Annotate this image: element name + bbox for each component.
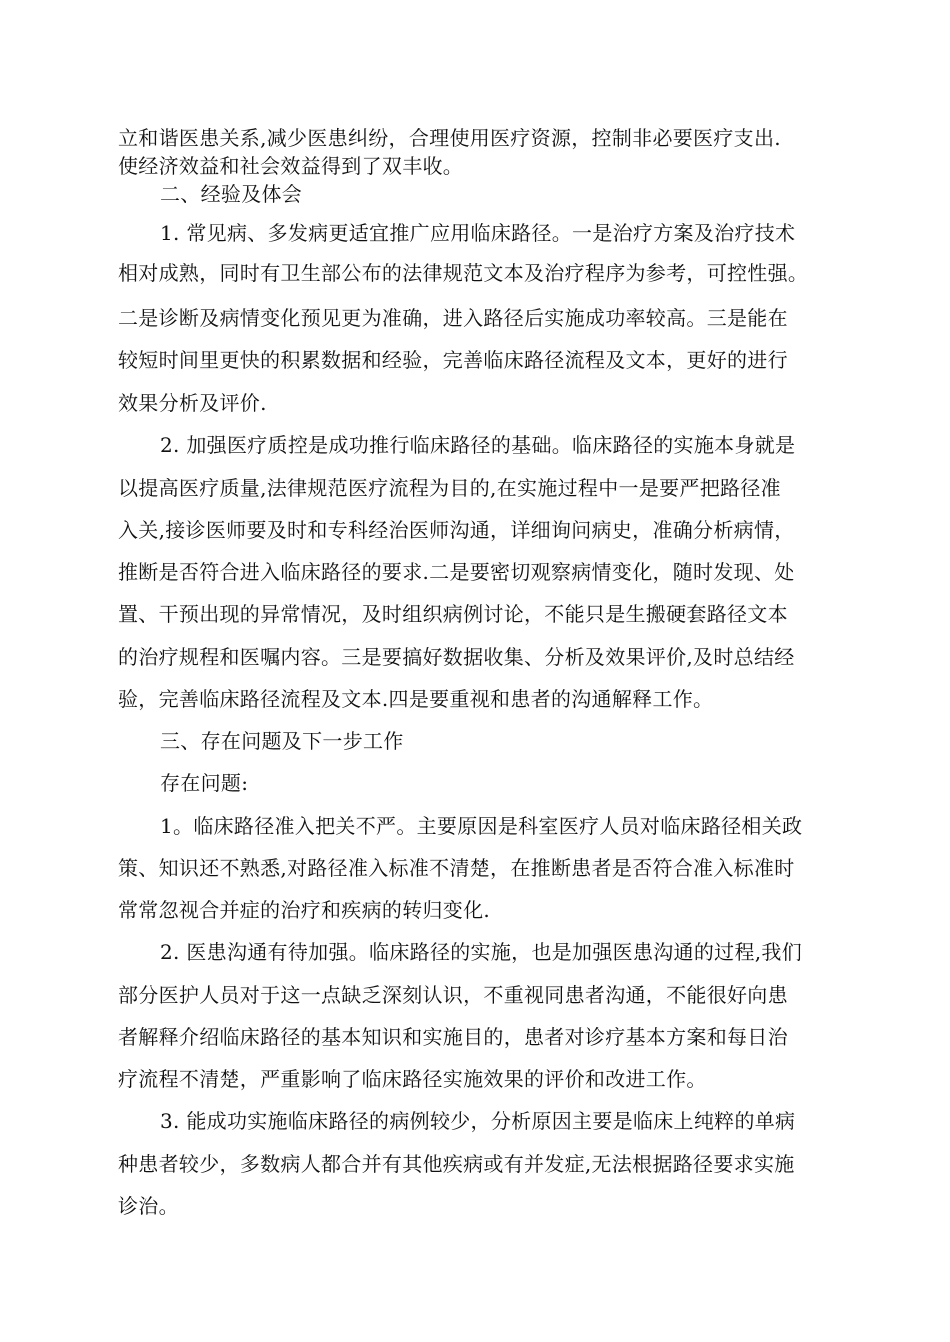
text-line: 诊治。 — [118, 1194, 179, 1218]
text-line: 常常忽视合并症的治疗和疾病的转归变化. — [118, 898, 491, 922]
text-line: 种患者较少，多数病人都合并有其他疾病或有并发症,无法根据路径要求实施 — [118, 1152, 795, 1176]
text-line: 使经济效益和社会效益得到了双丰收。 — [118, 154, 464, 178]
text-line: 2. 加强医疗质控是成功推行临床路径的基础。临床路径的实施本身就是 — [160, 433, 796, 457]
text-line: 较短时间里更快的积累数据和经验，完善临床路径流程及文本，更好的进行 — [118, 348, 788, 372]
text-line: 策、知识还不熟悉,对路径准入标准不清楚，在推断患者是否符合准入标准时 — [118, 856, 795, 880]
text-line: 部分医护人员对于这一点缺乏深刻认识，不重视同患者沟通，不能很好向患 — [118, 983, 788, 1007]
section-heading: 二、经验及体会 — [160, 182, 303, 206]
text-line: 2. 医患沟通有待加强。临床路径的实施，也是加强医患沟通的过程,我们 — [160, 940, 802, 964]
text-line: 二是诊断及病情变化预见更为准确，进入路径后实施成功率较高。三是能在 — [118, 306, 788, 330]
text-line: 1。临床路径准入把关不严。主要原因是科室医疗人员对临床路径相关政 — [160, 814, 803, 838]
section-heading: 三、存在问题及下一步工作 — [160, 729, 404, 753]
text-line: 3. 能成功实施临床路径的病例较少，分析原因主要是临床上纯粹的单病 — [160, 1109, 796, 1133]
text-line: 相对成熟，同时有卫生部公布的法律规范文本及治疗程序为参考，可控性强。 — [118, 261, 809, 285]
text-line: 效果分析及评价. — [118, 391, 267, 415]
text-line: 疗流程不清楚，严重影响了临床路径实施效果的评价和改进工作。 — [118, 1067, 707, 1091]
text-line: 1. 常见病、多发病更适宜推广应用临床路径。一是治疗方案及治疗技术 — [160, 221, 796, 245]
text-line: 置、干预出现的异常情况，及时组织病例讨论，不能只是生搬硬套路径文本 — [118, 602, 788, 626]
text-line: 立和谐医患关系,减少医患纠纷，合理使用医疗资源，控制非必要医疗支出. — [118, 126, 781, 150]
subheading: 存在问题: — [160, 771, 249, 795]
text-line: 以提高医疗质量,法律规范医疗流程为目的,在实施过程中一是要严把路径准 — [118, 476, 781, 500]
text-line: 推断是否符合进入临床路径的要求.二是要密切观察病情变化，随时发现、处 — [118, 560, 795, 584]
text-line: 的治疗规程和医嘱内容。三是要搞好数据收集、分析及效果评价,及时总结经 — [118, 645, 795, 669]
text-line: 者解释介绍临床路径的基本知识和实施目的，患者对诊疗基本方案和每日治 — [118, 1025, 788, 1049]
text-line: 入关,接诊医师要及时和专科经治医师沟通，详细询问病史，准确分析病情， — [118, 518, 795, 542]
text-line: 验，完善临床路径流程及文本.四是要重视和患者的沟通解释工作。 — [118, 687, 714, 711]
